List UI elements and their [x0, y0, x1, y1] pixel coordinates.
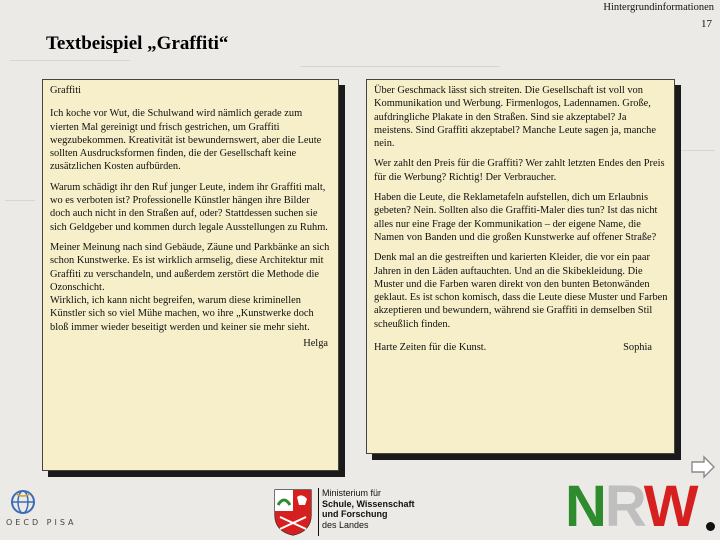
nrw-logo-dot: [706, 522, 715, 531]
signature-helga: Helga: [303, 338, 328, 350]
page-title: Textbeispiel „Graffiti“: [46, 33, 229, 54]
paragraph: Wer zahlt den Preis für die Graffiti? Wer zahlt letzten Endes den Preis für die Werbung? Richtig! Der Verbraucher.: [374, 158, 665, 183]
background-texture: [680, 150, 715, 151]
signature-sophia: Sophia: [623, 342, 652, 354]
paragraph: Warum schädigt ihr den Ruf junger Leute, indem ihr Graffiti malt, wo es verboten ist? Professionelle Künstler hängen ihre Bilder doch auch nicht in den Straßen auf, oder? Stattdessen suchen sie sich Geldgeber und kommen durch legale Ausstellungen zu Ruhm.: [50, 181, 328, 233]
paragraph: Denk mal an die gestreiften und karierten Kleider, die vor ein paar Jahren in den Läden auftauchten. Und an die Skibekleidung. Die Muster und die Farben waren direkt von den bunten Betonwänden geklaut. Es ist schon komisch, dass die Leute diese Muster und Farben akzeptieren und bewundern, während sie Graffiti in demselben Stil scheußlich finden.: [374, 252, 668, 330]
header-label: Hintergrundinformationen: [603, 2, 714, 13]
paragraph: Ich koche vor Wut, die Schulwand wird nämlich gerade zum vierten Mal gereinigt und frisch gestrichen, um Graffiti wegzubekommen. Kreativität ist bewundernswert, aber die Leute sollten Ausdrucksformen finden, die der Gesellschaft keine zusätzlichen Kosten aufbürden.: [50, 108, 322, 173]
background-texture: [300, 66, 500, 67]
letter-sophia-box: [366, 79, 675, 454]
ministry-line: des Landes: [322, 519, 369, 530]
closing-line: Harte Zeiten für die Kunst.: [374, 342, 487, 354]
ministry-line: Ministerium für: [322, 488, 382, 498]
ministry-line: Schule, Wissenschaft: [322, 498, 415, 509]
coat-of-arms-icon: [272, 487, 314, 537]
paragraph: Wirklich, ich kann nicht begreifen, warum diese kriminellen Künstler sich so viel Mühe machen, wo ihre „Kunstwerke doch bloß immer wieder beseitigt werden und keiner sie mehr sieht.: [50, 295, 314, 333]
letter-helga-box: [42, 79, 339, 471]
ministry-line: und Forschung: [322, 509, 388, 519]
nrw-logo-n: N: [565, 474, 605, 539]
nrw-logo-w: W: [643, 474, 697, 539]
pisa-logo-text: OECD PISA: [6, 518, 77, 527]
nrw-logo-r: R: [604, 474, 644, 539]
nrw-logo: [565, 474, 697, 539]
paragraph: Meiner Meinung nach sind Gebäude, Zäune und Parkbänke an sich schon Kunstwerke. Es ist wirklich armselig, diese Architektur mit Graffiti zu verschandeln, und außerdem zerstört die Methode die Ozonschicht.: [50, 241, 330, 293]
ministry-divider: [318, 488, 319, 536]
globe-icon: [4, 488, 42, 540]
paragraph: Haben die Leute, die Reklametafeln aufstellen, dich um Erlaubnis gebeten? Nein. Sollten also die Graffiti-Maler dies tun? Ist das nicht alles nur eine Frage der Kommunikation – der eigene Name, die Namen von Banden und die großen Kunstwerke auf offener Straße?: [374, 192, 658, 243]
page-number: 17: [701, 18, 712, 30]
paragraph: Über Geschmack lässt sich streiten. Die Gesellschaft ist voll von Kommunikation und Werbung. Firmenlogos, Ladennamen. Große, aufdringliche Plakate in den Straßen. Sind sie akzeptabel? Ja meistens. Sind Graffiti akzeptabel? Manche Leute sagen ja, manche nein.: [374, 85, 656, 150]
background-texture: [5, 200, 35, 201]
letter-heading: Graffiti: [50, 85, 81, 96]
ministry-label: [322, 488, 414, 530]
closing-row: [374, 341, 668, 354]
background-texture: [10, 60, 130, 61]
